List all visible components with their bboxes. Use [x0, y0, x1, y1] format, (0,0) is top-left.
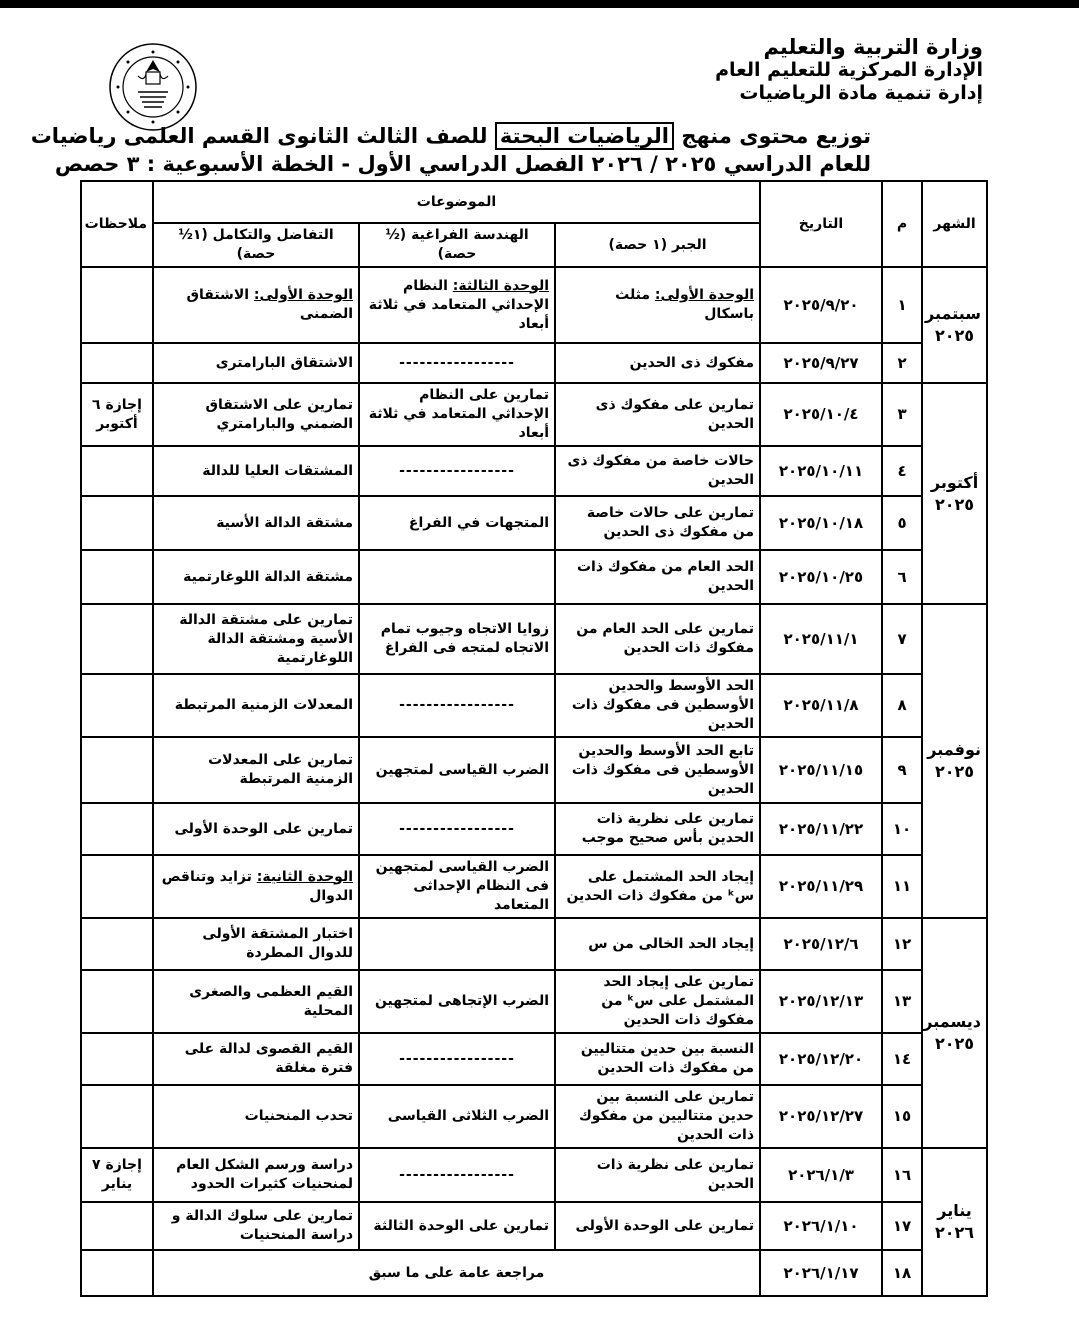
calculus-topic-text: اختبار المشتقة الأولى للدوال المطردة [202, 926, 354, 961]
row-number: ٩ [882, 737, 922, 803]
geometry-topic-text: ----------------- [399, 462, 515, 479]
algebra-cell [555, 550, 760, 604]
calculus-cell [153, 343, 359, 383]
top-border-bar [0, 0, 1079, 8]
calculus-topic-text: دراسة ورسم الشكل العام لمنحنيات كثيرات الحدود [176, 1157, 354, 1192]
header-algebra: الجبر (١ حصة) [555, 223, 760, 267]
geometry-cell [359, 803, 555, 855]
algebra-topic-text: تمارين على مفكوك ذى الحدين [595, 396, 755, 432]
geometry-cell [359, 1033, 555, 1085]
row-date: ٢٠٢٦/١/١٧ [760, 1250, 882, 1296]
notes-cell [81, 1250, 153, 1296]
row-date: ٢٠٢٥/١٢/١٣ [760, 970, 882, 1033]
calculus-unit-label: الوحدة الأولى: [253, 287, 354, 303]
table-row [81, 267, 987, 343]
calculus-cell [153, 446, 359, 496]
algebra-topic-text: تمارين على الوحدة الأولى [575, 1217, 755, 1234]
header-notes: ملاحظات [81, 181, 153, 267]
month-year: ٢٠٢٥ [934, 1034, 975, 1053]
geometry-cell [359, 1202, 555, 1250]
algebra-topic-text: إيجاد الحد المشتمل على سᵏ من مفكوك ذات الحدين [566, 868, 755, 904]
geometry-topic-text: تمارين على الوحدة الثالثة [373, 1217, 550, 1234]
algebra-cell [555, 1148, 760, 1202]
notes-cell [81, 496, 153, 550]
algebra-topic-text: الحد العام من مفكوك ذات الحدين [576, 559, 755, 594]
notes-cell [81, 674, 153, 737]
geometry-topic-text: ----------------- [399, 1050, 515, 1067]
row-date: ٢٠٢٥/٩/٢٧ [760, 343, 882, 383]
department-name: إدارة تنمية مادة الرياضيات [739, 82, 983, 104]
month-name: أكتوبر [930, 472, 979, 492]
row-number: ١٠ [882, 803, 922, 855]
algebra-cell [555, 446, 760, 496]
algebra-topic-text: مثلث باسكال [615, 287, 755, 322]
calculus-topic-text: القيم القصوى لدالة على فترة مغلقة [184, 1041, 354, 1076]
geometry-topic-text: زوايا الاتجاه وجيوب تمام الاتجاه لمتجه فى الفراغ [380, 621, 550, 656]
row-date: ٢٠٢٥/١٢/٦ [760, 918, 882, 970]
calculus-cell [153, 496, 359, 550]
calculus-cell [153, 803, 359, 855]
geometry-cell [359, 1085, 555, 1148]
algebra-topic-text: تابع الحد الأوسط والحدين الأوسطين فى مفكوك ذات الحدين [571, 742, 755, 797]
row-number: ١٢ [882, 918, 922, 970]
month-cell [922, 267, 987, 383]
notes-cell [81, 267, 153, 343]
ministry-header [715, 36, 983, 105]
calculus-topic-text: تمارين على الوحدة الأولى [174, 820, 354, 837]
title-prefix: توزيع محتوى منهج [681, 124, 871, 148]
geometry-topic-text: الضرب القياسى لمتجهين [375, 761, 550, 778]
row-number: ٢ [882, 343, 922, 383]
row-number: ٥ [882, 496, 922, 550]
calculus-cell [153, 1033, 359, 1085]
row-number: ١١ [882, 855, 922, 918]
geometry-topic-text: ----------------- [399, 820, 515, 837]
row-date: ٢٠٢٥/١١/١٥ [760, 737, 882, 803]
row-number: ٦ [882, 550, 922, 604]
header-month: الشهر [922, 181, 987, 267]
geometry-cell [359, 737, 555, 803]
algebra-topic-text: تمارين على نظرية ذات الحدين [596, 1157, 755, 1192]
row-number: ١ [882, 267, 922, 343]
geometry-cell [359, 267, 555, 343]
notes-cell [81, 1033, 153, 1085]
calculus-cell [153, 550, 359, 604]
month-year: ٢٠٢٥ [934, 494, 975, 514]
table-row [81, 855, 987, 918]
month-year: ٢٠٢٥ [934, 326, 975, 345]
calculus-cell [153, 1148, 359, 1202]
geometry-topic-text: النظام الإحداثي المتعامد في ثلاثة أبعاد [368, 277, 550, 332]
month-year: ٢٠٢٦ [934, 1223, 975, 1242]
table-row [81, 604, 987, 674]
table-row [81, 1085, 987, 1148]
algebra-cell [555, 918, 760, 970]
row-date: ٢٠٢٥/١٠/٢٥ [760, 550, 882, 604]
curriculum-table [80, 180, 988, 1297]
calculus-topic-text: تمارين على سلوك الدالة و دراسة المنحنيات [171, 1208, 354, 1243]
notes-cell: إجازة ٧ يناير [81, 1148, 153, 1202]
calculus-topic-text: الاشتقاق البارامترى [215, 354, 354, 371]
row-date: ٢٠٢٥/١١/٢٢ [760, 803, 882, 855]
row-date: ٢٠٢٥/٩/٢٠ [760, 267, 882, 343]
row-number: ٨ [882, 674, 922, 737]
calculus-topic-text: المشتقات العليا للدالة [202, 462, 354, 479]
notes-cell [81, 855, 153, 918]
calculus-topic-text: تمارين على مشتقة الدالة الأسية ومشتقة الدالة اللوغارتمية [179, 611, 354, 666]
row-number: ١٣ [882, 970, 922, 1033]
ministry-seal-logo [108, 42, 198, 132]
directorate-name: الإدارة المركزية للتعليم العام [715, 59, 983, 81]
row-date: ٢٠٢٥/١٢/٢٧ [760, 1085, 882, 1148]
calculus-cell [153, 604, 359, 674]
month-name: ديسمبر [923, 1012, 982, 1031]
notes-cell [81, 343, 153, 383]
algebra-cell [555, 1202, 760, 1250]
row-number: ١٨ [882, 1250, 922, 1296]
document-title-block [31, 122, 871, 178]
month-name: يناير [937, 1201, 972, 1220]
row-number: ١٤ [882, 1033, 922, 1085]
geometry-topic-text: ----------------- [399, 697, 515, 713]
geometry-cell [359, 446, 555, 496]
table-row [81, 496, 987, 550]
row-number: ١٦ [882, 1148, 922, 1202]
algebra-cell [555, 267, 760, 343]
month-cell [922, 604, 987, 918]
algebra-topic-text: حالات خاصة من مفكوك ذى الحدين [567, 453, 755, 488]
algebra-cell [555, 1033, 760, 1085]
geometry-cell [359, 383, 555, 446]
notes-cell [81, 737, 153, 803]
title-suffix: للصف الثالث الثانوى القسم العلمى رياضيات [30, 124, 488, 148]
algebra-cell [555, 855, 760, 918]
geometry-cell [359, 343, 555, 383]
table-row [81, 383, 987, 446]
header-geometry: الهندسة الفراغية (½ حصة) [359, 223, 555, 267]
geometry-cell [359, 918, 555, 970]
algebra-topic-text: تمارين على حالات خاصة من مفكوك ذى الحدين [586, 505, 755, 540]
algebra-cell [555, 383, 760, 446]
table-row [81, 803, 987, 855]
geometry-cell [359, 674, 555, 737]
table-row [81, 343, 987, 383]
month-name: نوفمبر [927, 740, 982, 759]
month-cell [922, 918, 987, 1148]
notes-cell [81, 446, 153, 496]
algebra-topic-text: الحد الأوسط والحدين الأوسطين فى مفكوك ذات الحدين [571, 678, 755, 732]
calculus-cell [153, 383, 359, 446]
notes-cell [81, 970, 153, 1033]
month-cell [922, 383, 987, 604]
algebra-cell [555, 1085, 760, 1148]
calculus-topic-text: القيم العظمى والصغرى المحلية [189, 983, 354, 1019]
header-num: م [882, 181, 922, 267]
notes-cell [81, 1085, 153, 1148]
table-row [81, 1148, 987, 1202]
row-date: ٢٠٢٥/١١/٢٩ [760, 855, 882, 918]
header-topics: الموضوعات [153, 181, 760, 223]
row-date: ٢٠٢٥/١٠/١١ [760, 446, 882, 496]
row-number: ٣ [882, 383, 922, 446]
row-date: ٢٠٢٥/١١/٨ [760, 674, 882, 737]
month-name: سبتمبر [925, 304, 982, 323]
header-calculus: التفاضل والتكامل (١½ حصة) [153, 223, 359, 267]
algebra-cell [555, 604, 760, 674]
notes-cell [81, 918, 153, 970]
geometry-unit-label: الوحدة الثالثة: [452, 277, 550, 294]
row-number: ٤ [882, 446, 922, 496]
table-row [81, 674, 987, 737]
table-row [81, 1202, 987, 1250]
calculus-topic-text: تمارين على الاشتقاق الضمني والبارامتري [205, 396, 354, 432]
algebra-topic-text: تمارين على نظرية ذات الحدين بأس صحيح موجب [581, 811, 755, 846]
table-row [81, 918, 987, 970]
geometry-topic-text: المتجهات في الفراغ [408, 514, 550, 531]
algebra-cell [555, 343, 760, 383]
month-year: ٢٠٢٥ [934, 762, 975, 781]
calculus-topic-text: تمارين على المعدلات الزمنية المرتبطة [208, 752, 354, 787]
row-date: ٢٠٢٥/١٠/٤ [760, 383, 882, 446]
calculus-topic-text: تزايد وتناقص الدوال [161, 868, 354, 904]
geometry-topic-text: ----------------- [399, 354, 515, 371]
table-row [81, 1250, 987, 1296]
review-cell: مراجعة عامة على ما سبق [153, 1250, 760, 1296]
table-row [81, 550, 987, 604]
row-date: ٢٠٢٥/١٢/٢٠ [760, 1033, 882, 1085]
geometry-cell [359, 604, 555, 674]
geometry-cell [359, 550, 555, 604]
notes-cell [81, 803, 153, 855]
ministry-name: وزارة التربية والتعليم [763, 35, 983, 59]
algebra-topic-text: تمارين على النسبة بين حدين متتاليين من مفكوك ذات الحدين [578, 1089, 755, 1143]
algebra-topic-text: إيجاد الحد الخالى من س [588, 935, 755, 952]
geometry-cell [359, 970, 555, 1033]
calculus-topic-text: الاشتقاق الضمنى [186, 287, 354, 322]
geometry-topic-text: الضرب الإتجاهى لمتجهين [374, 993, 550, 1009]
table-row [81, 970, 987, 1033]
row-number: ١٧ [882, 1202, 922, 1250]
geometry-cell [359, 496, 555, 550]
geometry-topic-text: الضرب الثلاثى القياسى [387, 1108, 550, 1124]
calculus-cell [153, 267, 359, 343]
algebra-topic-text: النسبة بين حدين متتاليين من مفكوك ذات الحدين [580, 1041, 755, 1076]
notes-cell [81, 604, 153, 674]
algebra-cell [555, 674, 760, 737]
calculus-cell [153, 855, 359, 918]
notes-cell: إجازة ٦ أكتوبر [81, 383, 153, 446]
calculus-cell [153, 1085, 359, 1148]
notes-cell [81, 550, 153, 604]
row-date: ٢٠٢٦/١/٣ [760, 1148, 882, 1202]
calculus-cell [153, 1202, 359, 1250]
algebra-topic-text: تمارين على الحد العام من مفكوك ذات الحدين [576, 621, 755, 656]
table-row [81, 737, 987, 803]
calculus-topic-text: مشتقة الدالة اللوغارتمية [183, 568, 354, 585]
calculus-cell [153, 918, 359, 970]
calculus-cell [153, 674, 359, 737]
row-date: ٢٠٢٦/١/١٠ [760, 1202, 882, 1250]
algebra-cell [555, 803, 760, 855]
geometry-cell [359, 1148, 555, 1202]
algebra-cell [555, 496, 760, 550]
calculus-topic-text: تحدب المنحنيات [244, 1108, 354, 1124]
algebra-cell [555, 737, 760, 803]
calculus-topic-text: المعدلات الزمنية المرتبطة [174, 697, 354, 713]
row-number: ١٥ [882, 1085, 922, 1148]
title-boxed-subject: الرياضيات البحتة [495, 122, 674, 150]
document-subtitle: للعام الدراسي ٢٠٢٥ / ٢٠٢٦ الفصل الدراسي الأول - الخطة الأسبوعية : ٣ حصص [54, 152, 871, 176]
table-row [81, 1033, 987, 1085]
calculus-cell [153, 737, 359, 803]
header-date: التاريخ [760, 181, 882, 267]
table-row [81, 446, 987, 496]
document-title [31, 122, 871, 150]
geometry-topic-text: ----------------- [399, 1166, 515, 1183]
algebra-cell [555, 970, 760, 1033]
table-body [81, 267, 987, 1296]
calculus-unit-label: الوحدة الثانية: [256, 868, 354, 885]
algebra-topic-text: مفكوك ذى الحدين [629, 354, 755, 371]
geometry-cell [359, 855, 555, 918]
geometry-topic-text: تمارين على النظام الإحداثي المتعامد في ثلاثة أبعاد [368, 387, 550, 441]
row-date: ٢٠٢٥/١٠/١٨ [760, 496, 882, 550]
geometry-topic-text: الضرب القياسى لمتجهين فى النظام الإحداثى المتعامد [375, 859, 550, 913]
notes-cell [81, 1202, 153, 1250]
calculus-topic-text: مشتقة الدالة الأسية [216, 514, 354, 531]
row-number: ٧ [882, 604, 922, 674]
calculus-cell [153, 970, 359, 1033]
algebra-unit-label: الوحدة الأولى: [654, 287, 755, 303]
algebra-topic-text: تمارين على إيجاد الحد المشتمل على سᵏ من مفكوك ذات الحدين [601, 974, 755, 1028]
row-date: ٢٠٢٥/١١/١ [760, 604, 882, 674]
month-cell [922, 1148, 987, 1296]
